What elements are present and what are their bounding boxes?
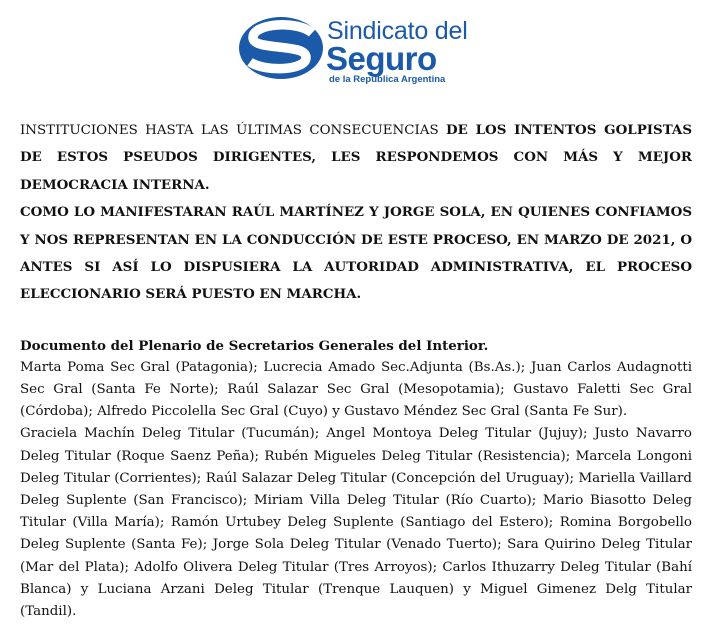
intro-bold-text-1: DE LOS INTENTOS GOLPISTAS DE ESTOS PSEUDOS DIRIGENTES, LES RESPONDEMOS CON MÁS Y MEJOR DEMOCRACIA INTERNA.	[20, 122, 692, 193]
union-logo	[238, 16, 498, 86]
logo-line-sindicato: Sindicato del	[327, 17, 468, 45]
intro-paragraph	[20, 117, 692, 309]
secretaries-paragraph: Marta Poma Sec Gral (Patagonia); Lucrecia Amado Sec.Adjunta (Bs.As.); Juan Carlos Audagnotti Sec Gral (Santa Fe Norte); Raúl Salazar Sec Gral (Mesopotamia); Gustavo Faletti Sec Gral (Córdoba); Alfredo Piccolella Sec Gral (Cuyo) y Gustavo Méndez Sec Gral (Santa Fe Sur).	[20, 359, 692, 420]
delegates-paragraph: Graciela Machín Deleg Titular (Tucumán); Angel Montoya Deleg Titular (Jujuy); Justo Navarro Deleg Titular (Roque Saenz Peña); Rubén Migueles Deleg Titular (Resistencia); Marcela Longoni Deleg Titular (Corrientes); Raúl Salazar Deleg Titular (Concepción del Uruguay); Mariella Vaillard Deleg Suplente (San Francisco); Miriam Villa Deleg Titular (Río Cuarto); Mario Biasotto Deleg Titular (Villa María); Ramón Urtubey Deleg Suplente (Santiago del Estero); Romina Borgobello Deleg Suplente (Santa Fe); Jorge Sola Deleg Titular (Venado Tuerto); Sara Quirino Deleg Titular (Mar del Plata); Adolfo Olivera Deleg Titular (Tres Arroyos); Carlos Ithuzarry Deleg Titular (Bahí Blanca) y Luciana Arzani Deleg Titular (Trenque Lauquen) y Miguel Gimenez Delg Titular (Tandil).	[20, 426, 692, 620]
intro-bold-text-2: COMO LO MANIFESTARAN RAÚL MARTÍNEZ Y JORGE SOLA, EN QUIENES CONFIAMOS Y NOS REPRESENTAN EN LA CONDUCCIÓN DE ESTE PROCESO, EN MARZO DE 2021, O ANTES SI ASÍ LO DISPUSIERA LA AUTORIDAD ADMINISTRATIVA, EL PROCESO ELECCIONARIO SERÁ PUESTO EN MARCHA.	[20, 204, 692, 303]
intro-plain-text: INSTITUCIONES HASTA LAS ÚLTIMAS CONSECUENCIAS	[20, 123, 447, 138]
logo-line-seguro: Seguro	[326, 40, 437, 77]
logo-line-republica: de la República Argentina	[329, 74, 446, 85]
document-body	[20, 117, 692, 623]
s-emblem-icon	[238, 16, 324, 80]
document-heading: Documento del Plenario de Secretarios Generales del Interior.	[20, 337, 489, 354]
logo-wordmark	[327, 18, 468, 86]
